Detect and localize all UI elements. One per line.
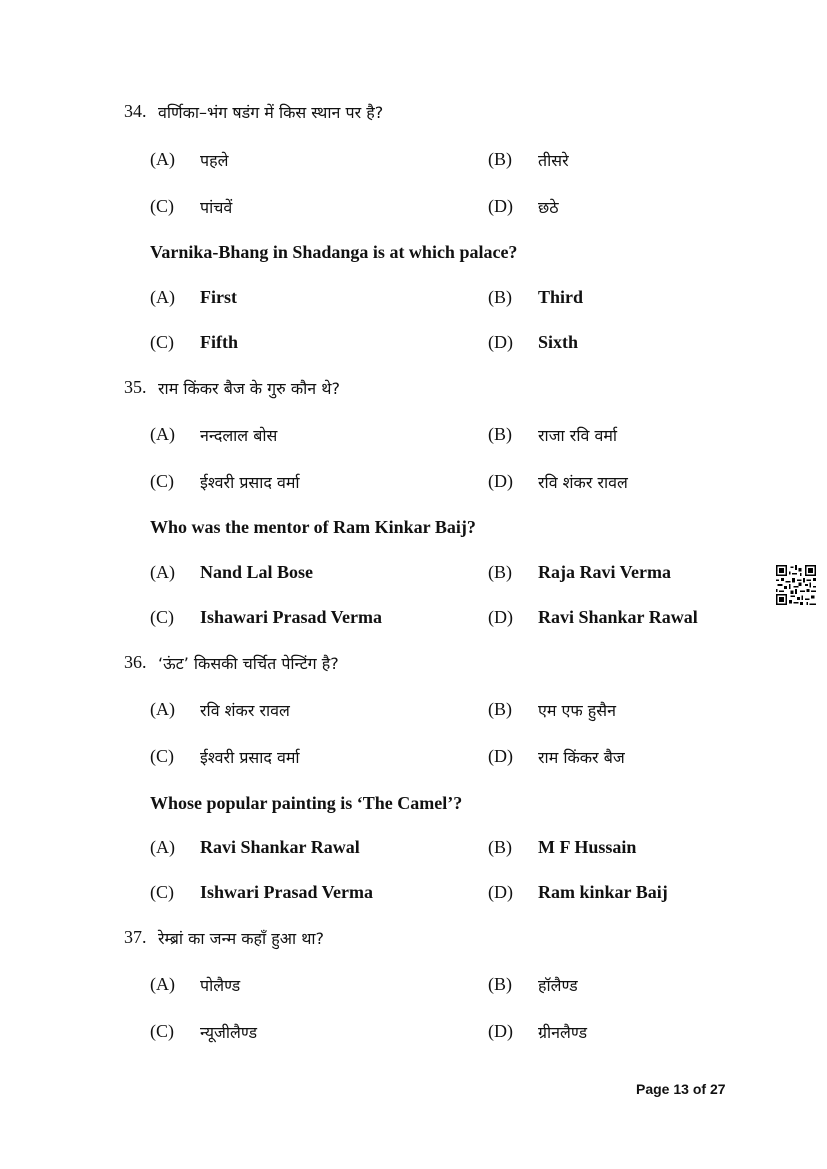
option-text: Fifth — [200, 332, 238, 352]
option-label: (C) — [150, 746, 174, 766]
option-text: Ishwari Prasad Verma — [200, 882, 374, 902]
question-text-english: Whose popular painting is ‘The Camel’? — [150, 793, 463, 813]
question-number: 36. — [124, 652, 147, 672]
option-label: (D) — [488, 471, 513, 491]
question-text-hindi: वर्णिका–भंग षडंग में किस स्थान पर है? — [158, 103, 384, 122]
page-footer — [636, 1081, 726, 1097]
option-label: (C) — [150, 332, 174, 352]
option-text: राजा रवि वर्मा — [538, 426, 618, 445]
option-text: Raja Ravi Verma — [538, 562, 671, 582]
option-text: First — [200, 287, 237, 307]
option-text: एम एफ हुसैन — [538, 701, 616, 720]
option-label: (A) — [150, 562, 175, 582]
option-text: रवि शंकर रावल — [538, 473, 628, 492]
total-pages-number: 27 — [709, 1081, 726, 1097]
option-text: ईश्वरी प्रसाद वर्मा — [200, 473, 300, 492]
question-number: 37. — [124, 927, 147, 947]
option-label: (B) — [488, 287, 512, 307]
option-label: (A) — [150, 699, 175, 719]
option-label: (C) — [150, 882, 174, 902]
option-text: पहले — [200, 151, 229, 170]
question-text-hindi: राम किंकर बैज के गुरु कौन थे? — [158, 379, 340, 398]
option-label: (B) — [488, 699, 512, 719]
option-text: Ishawari Prasad Verma — [200, 607, 383, 627]
option-label: (B) — [488, 149, 512, 169]
qr-code-icon — [776, 565, 816, 605]
current-page-number: 13 — [673, 1081, 689, 1097]
option-label: (C) — [150, 196, 174, 216]
option-label: (D) — [488, 882, 513, 902]
option-text: Third — [538, 287, 584, 307]
option-label: (A) — [150, 287, 175, 307]
question-text-english: Varnika-Bhang in Shadanga is at which palace? — [150, 242, 518, 262]
option-text: M F Hussain — [538, 837, 637, 857]
option-label: (C) — [150, 1021, 174, 1041]
footer-page-word: Page — [636, 1081, 670, 1097]
question-number: 35. — [124, 377, 147, 397]
option-label: (B) — [488, 974, 512, 994]
option-label: (B) — [488, 562, 512, 582]
option-label: (D) — [488, 746, 513, 766]
option-label: (C) — [150, 471, 174, 491]
option-text: Nand Lal Bose — [200, 562, 314, 582]
option-label: (A) — [150, 149, 175, 169]
option-label: (A) — [150, 974, 175, 994]
option-text: Ravi Shankar Rawal — [200, 837, 360, 857]
option-text: राम किंकर बैज — [538, 748, 625, 767]
option-text: ग्रीनलैण्ड — [538, 1023, 588, 1042]
option-label: (B) — [488, 424, 512, 444]
option-text: पांचवें — [200, 198, 233, 217]
option-label: (D) — [488, 607, 513, 627]
option-label: (D) — [488, 1021, 513, 1041]
question-text-english: Who was the mentor of Ram Kinkar Baij? — [150, 517, 476, 537]
option-label: (D) — [488, 196, 513, 216]
option-text: छठे — [538, 198, 559, 217]
option-text: Ravi Shankar Rawal — [538, 607, 698, 627]
option-text: न्यूजीलैण्ड — [200, 1023, 258, 1042]
question-number: 34. — [124, 101, 147, 121]
option-text: तीसरे — [538, 151, 569, 170]
option-text: ईश्वरी प्रसाद वर्मा — [200, 748, 300, 767]
option-text: Ram kinkar Baij — [538, 882, 668, 902]
option-label: (A) — [150, 837, 175, 857]
option-text: हॉलैण्ड — [538, 976, 578, 995]
question-text-hindi: ‘ऊंट’ किसकी चर्चित पेन्टिंग है? — [158, 654, 339, 673]
option-label: (D) — [488, 332, 513, 352]
option-text: रवि शंकर रावल — [200, 701, 290, 720]
option-label: (C) — [150, 607, 174, 627]
option-text: पोलैण्ड — [200, 976, 241, 995]
option-text: Sixth — [538, 332, 579, 352]
footer-of-word: of — [692, 1081, 707, 1097]
option-text: नन्दलाल बोस — [200, 426, 278, 445]
option-label: (A) — [150, 424, 175, 444]
option-label: (B) — [488, 837, 512, 857]
question-text-hindi: रेम्ब्रां का जन्म कहाँ हुआ था? — [158, 929, 325, 948]
